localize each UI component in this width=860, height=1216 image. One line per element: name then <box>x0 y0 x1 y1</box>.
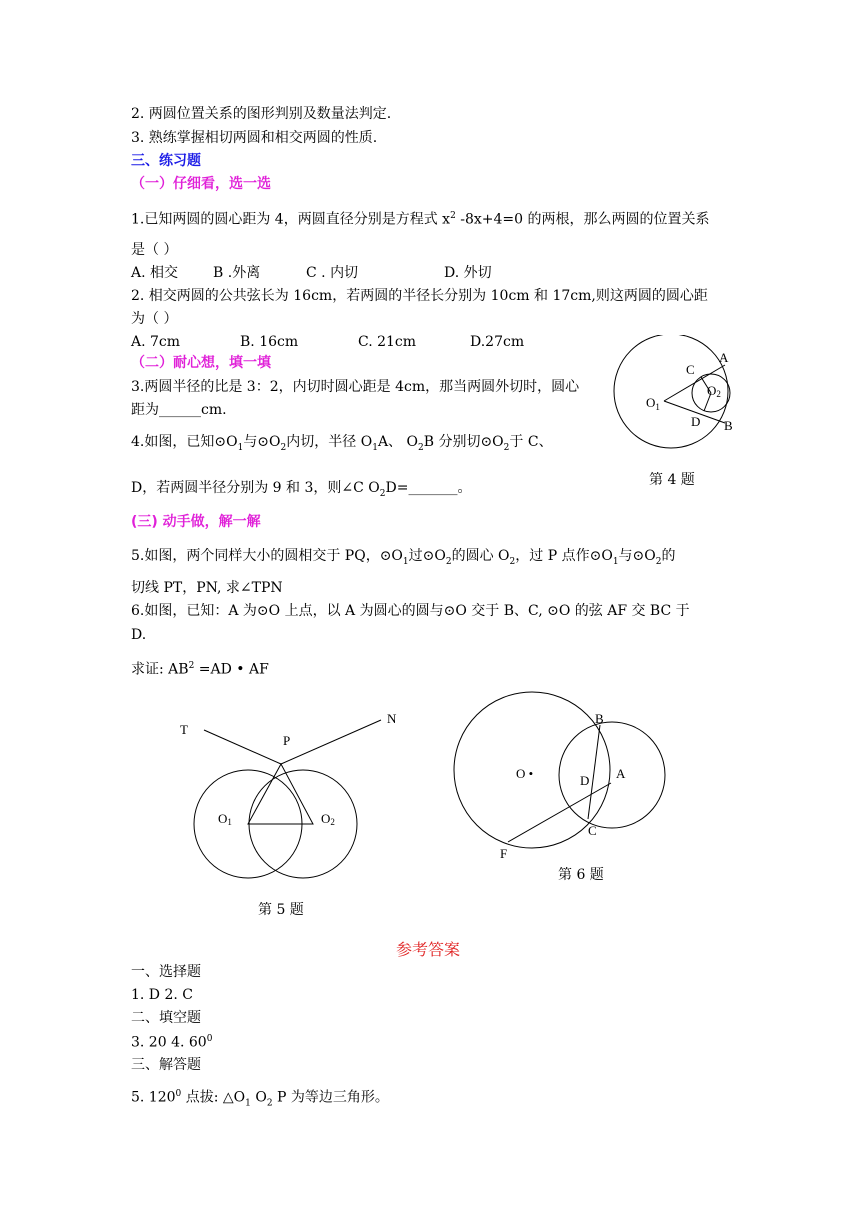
question-1 <box>131 212 710 227</box>
question-text: 与⊙O <box>618 548 656 564</box>
label-b: B <box>724 418 733 433</box>
option: D. 外切 <box>444 265 492 281</box>
label-n: N <box>387 711 397 726</box>
label-c: C <box>686 362 695 377</box>
option: C. 21cm <box>358 334 417 350</box>
label-o2 <box>321 811 335 827</box>
superscript: 0 <box>175 1089 182 1099</box>
answer-text: O <box>250 1089 267 1106</box>
answer-text: 点拔: △O <box>181 1089 246 1106</box>
label-o1-sub: 1 <box>655 402 660 412</box>
superscript: 0 <box>206 1034 213 1044</box>
answer-text: 5. 120 <box>131 1089 176 1106</box>
figure-5 <box>170 705 410 885</box>
label-t: T <box>180 722 188 737</box>
question-text: 过⊙O <box>408 548 446 564</box>
subsection-title: （二）耐心想，填一填 <box>131 355 271 371</box>
label-o2-sub: 2 <box>330 817 335 827</box>
question-4-cont <box>131 481 471 499</box>
text-line: 2. 两圆位置关系的图形判别及数量法判定. <box>131 106 392 122</box>
option: B. 16cm <box>240 334 299 350</box>
question-text: 1.已知两圆的圆心距为 4，两圆直径分别是方程式 x <box>131 211 451 228</box>
question-text: B 分别切⊙O <box>423 434 504 450</box>
label-a: A <box>616 766 626 781</box>
question-3-cont: 距为______cm. <box>131 402 227 418</box>
tangent-pt <box>204 730 281 764</box>
label-o1 <box>646 395 660 412</box>
subscript: 2 <box>266 1098 273 1109</box>
question-6: 6.如图，已知：A 为⊙O 上点，以 A 为圆心的圆与⊙O 交于 B、C, ⊙O 的弦 AF 交 BC 于 <box>131 603 690 619</box>
label-a: A <box>719 350 729 365</box>
question-text: 4.如图，已知⊙O <box>131 434 238 450</box>
question-text: D=_______。 <box>385 480 472 496</box>
question-text: 于 C、 <box>509 434 553 450</box>
subscript: 1 <box>245 1098 251 1109</box>
question-5-cont: 切线 PT，PN, 求∠TPN <box>131 580 283 596</box>
label-o2-sub: 2 <box>716 389 721 399</box>
subscript: 2 <box>417 442 424 453</box>
question-6-proof <box>131 662 269 677</box>
answers-heading: 三、解答题 <box>131 1057 201 1073</box>
superscript: 2 <box>188 661 195 671</box>
question-text: -8x+4=0 的两根，那么两圆的位置关系 <box>455 211 710 228</box>
figure-4-caption: 第 4 题 <box>649 472 695 488</box>
answers-heading: 一、选择题 <box>131 964 201 980</box>
question-1-cont: 是（ ） <box>131 242 178 258</box>
label-d: D <box>580 773 590 788</box>
label-o1-letter: O <box>218 811 228 826</box>
answer-text: 3. 20 4. 60 <box>131 1034 207 1051</box>
label-o2-letter: O <box>321 811 331 826</box>
question-2: 2. 相交两圆的公共弦长为 16cm，若两圆的半径长分别为 10cm 和 17cm,则这两圆的圆心距 <box>131 288 708 304</box>
label-b: B <box>595 711 604 726</box>
question-3: 3.两圆半径的比是 3：2，内切时圆心距是 4cm，那当两圆外切时，圆心 <box>131 379 580 395</box>
figure-6-caption: 第 6 题 <box>558 867 604 883</box>
chord-bc <box>588 725 600 819</box>
label-c: C <box>588 823 597 838</box>
subscript: 2 <box>280 442 287 453</box>
circle-a <box>559 722 665 828</box>
question-4 <box>131 435 553 453</box>
label-d: D <box>691 414 701 429</box>
question-text: 内切，半径 O <box>286 434 373 450</box>
question-text: A、 O <box>377 434 418 450</box>
question-text: 的圆心 O <box>451 548 510 564</box>
answers-title: 参考答案 <box>396 940 461 959</box>
question-text: 5.如图，两个同样大小的圆相交于 PQ，⊙O <box>131 548 403 564</box>
question-text: 的 <box>661 548 676 564</box>
question-2-cont: 为（ ） <box>131 311 178 327</box>
proof-text: =AD • AF <box>194 661 269 678</box>
option: C . 内切 <box>306 265 359 281</box>
answer-text: P 为等边三角形。 <box>272 1089 389 1106</box>
option: B .外离 <box>213 265 261 281</box>
label-o1-sub: 1 <box>227 817 232 827</box>
subscript: 2 <box>379 488 386 499</box>
superscript: 2 <box>450 211 456 221</box>
answers-heading: 二、填空题 <box>131 1010 201 1026</box>
subsection-title: （一）仔细看，选一选 <box>131 176 271 192</box>
figure-5-caption: 第 5 题 <box>258 902 304 918</box>
text-line: 3. 熟练掌握相切两圆和相交两圆的性质. <box>131 130 378 146</box>
question-6-cont: D. <box>131 627 147 643</box>
option: A. 7cm <box>131 334 181 350</box>
answers-line <box>131 1090 389 1108</box>
proof-text: 求证: AB <box>131 661 189 678</box>
subscript: 1 <box>237 442 244 453</box>
label-o1 <box>218 811 232 827</box>
question-text: ，过 P 点作⊙O <box>515 548 613 564</box>
label-o1-letter: O <box>646 395 656 410</box>
label-o2 <box>707 383 721 399</box>
label-o: O • <box>516 766 534 781</box>
subscript: 1 <box>372 442 378 453</box>
question-text: 与⊙O <box>243 434 281 450</box>
subscript: 2 <box>503 442 510 453</box>
answers-line: 1. D 2. C <box>131 987 194 1003</box>
label-o2-letter: O <box>707 383 717 398</box>
subscript: 2 <box>655 556 662 567</box>
option: D.27cm <box>470 334 525 350</box>
question-5 <box>131 549 676 567</box>
tangent-pn <box>281 720 381 764</box>
label-f: F <box>500 846 508 861</box>
subscript: 2 <box>509 556 516 567</box>
section-title: 三、练习题 <box>131 153 201 169</box>
subscript: 2 <box>445 556 452 567</box>
question-text: D，若两圆半径分别为 9 和 3，则∠C O <box>131 480 380 496</box>
subscript: 1 <box>402 556 409 567</box>
figure-6 <box>440 685 675 865</box>
label-p: P <box>283 733 291 748</box>
answers-line <box>131 1035 212 1050</box>
subsection-title: (三) 动手做，解一解 <box>131 514 261 530</box>
subscript: 1 <box>612 556 619 567</box>
option: A. 相交 <box>131 265 179 281</box>
